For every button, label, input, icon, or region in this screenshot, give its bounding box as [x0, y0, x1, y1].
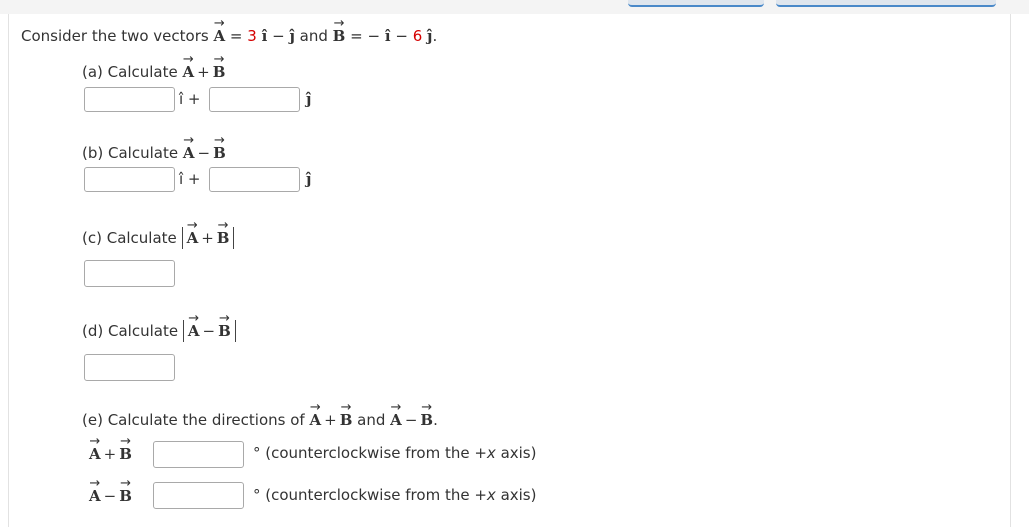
part-c-input[interactable]	[84, 260, 175, 287]
vector-b: → B	[119, 487, 132, 505]
top-button-right[interactable]	[776, 0, 996, 7]
vector-a: → A	[89, 487, 101, 505]
vector-a: → A	[213, 27, 225, 45]
part-b-j-label: ĵ	[306, 170, 312, 188]
minus-sign: −	[367, 27, 381, 45]
plus-sign: +	[197, 63, 210, 81]
vector-a: → A	[187, 229, 199, 247]
vector-b: → B	[213, 63, 226, 81]
part-e-prompt	[82, 411, 438, 429]
part-a-label: (a) Calculate	[82, 63, 178, 81]
a-i-coefficient: 3	[247, 27, 257, 45]
vector-b: → B	[333, 27, 346, 45]
part-b-label: (b) Calculate	[82, 144, 179, 162]
part-a-j-input[interactable]	[209, 87, 300, 112]
e-diff-direction-input[interactable]	[153, 482, 244, 509]
vector-a: → A	[183, 144, 195, 162]
vector-a: → A	[309, 411, 321, 429]
part-b-prompt	[82, 144, 226, 162]
plus-sign: +	[201, 229, 214, 247]
plus-sign: +	[324, 411, 337, 429]
top-bar	[0, 0, 1029, 14]
period: .	[433, 411, 438, 429]
part-a-prompt	[82, 63, 225, 81]
part-d-prompt	[82, 320, 236, 342]
part-b-i-label: î +	[179, 170, 201, 188]
degree-unit-text: ° (counterclockwise from the +	[253, 486, 487, 504]
part-d-label: (d) Calculate	[82, 322, 179, 340]
equals-sign: =	[350, 27, 363, 45]
magnitude-bars	[182, 227, 235, 249]
minus-sign: −	[404, 411, 418, 429]
degree-unit-text: ° (counterclockwise from the +	[253, 444, 487, 462]
minus-sign: −	[197, 144, 211, 162]
and-text: and	[357, 411, 386, 429]
question-panel	[8, 14, 1011, 527]
e-sum-label	[89, 445, 132, 463]
e-sum-direction-input[interactable]	[153, 441, 244, 468]
unit-i: î	[261, 27, 268, 45]
e-diff-label	[89, 487, 132, 505]
intro-text: Consider the two vectors	[21, 27, 209, 45]
e-diff-unit	[253, 486, 536, 504]
vector-b: → B	[119, 445, 132, 463]
minus-sign: −	[272, 27, 285, 45]
part-b-i-input[interactable]	[84, 167, 175, 192]
vector-a: → A	[183, 63, 195, 81]
vector-b: → B	[217, 229, 230, 247]
magnitude-bars	[183, 320, 236, 342]
top-button-left[interactable]	[628, 0, 764, 7]
equals-sign: =	[229, 27, 243, 45]
unit-j: ĵ	[427, 27, 433, 45]
part-d-input[interactable]	[84, 354, 175, 381]
part-a-i-label: î +	[179, 90, 201, 108]
e-sum-unit	[253, 444, 536, 462]
part-c-prompt	[82, 227, 234, 249]
vector-b: → B	[213, 144, 226, 162]
plus-sign: +	[103, 445, 117, 463]
b-j-coefficient: 6	[412, 27, 423, 45]
part-a-i-input[interactable]	[84, 87, 175, 112]
vector-b: → B	[340, 411, 353, 429]
unit-i: î	[384, 27, 391, 45]
vector-b: → B	[218, 322, 231, 340]
part-c-label: (c) Calculate	[82, 229, 177, 247]
minus-sign: −	[103, 487, 117, 505]
and-text: and	[299, 27, 328, 45]
unit-j: ĵ	[289, 27, 295, 45]
period: .	[432, 27, 438, 45]
minus-sign: −	[202, 322, 216, 340]
vector-a: → A	[89, 445, 101, 463]
vector-a: → A	[188, 322, 200, 340]
part-e-label: (e) Calculate the directions of	[82, 411, 305, 429]
axis-variable: x	[486, 486, 496, 504]
problem-statement	[21, 27, 437, 45]
vector-a: → A	[390, 411, 402, 429]
vector-b: → B	[420, 411, 433, 429]
part-b-j-input[interactable]	[209, 167, 300, 192]
minus-sign: −	[395, 27, 408, 45]
axis-text: axis)	[495, 486, 537, 504]
part-a-j-label: ĵ	[306, 90, 312, 108]
axis-text: axis)	[495, 444, 537, 462]
axis-variable: x	[486, 444, 496, 462]
